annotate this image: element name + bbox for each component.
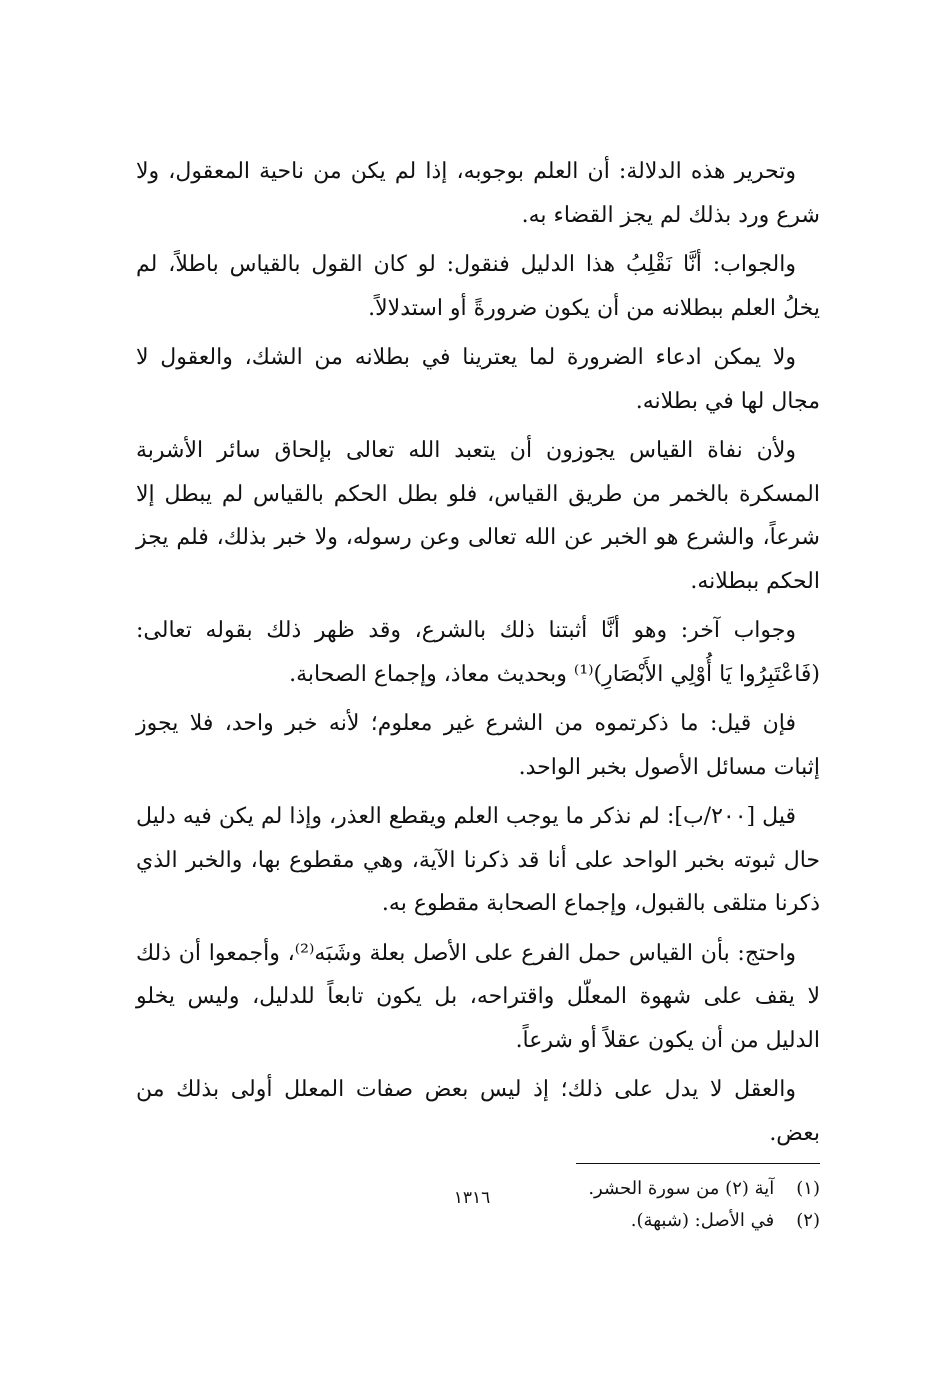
page-body [136, 150, 820, 1238]
paragraph-6: فإن قيل: ما ذكرتموه من الشرع غير معلوم؛ لأنه خبر واحد، فلا يجوز إثبات مسائل الأصول بخبر الواحد. [136, 711, 820, 780]
paragraph-5: وجواب آخر: وهو أنَّا أثبتنا ذلك بالشرع، وقد ظهر ذلك بقوله تعالى: (فَاعْتَبِرُوا يَا أُوْلِي الأَبْصَارِ)⁽¹⁾ وبحديث معاذ، وإجماع الصحابة. [136, 618, 820, 687]
page-number: ١٣١٦ [453, 1188, 491, 1208]
footnote-text: آية (٢) من سورة الحشر. [588, 1178, 775, 1199]
paragraph-7: قيل [٢٠٠/ب]: لم نذكر ما يوجب العلم ويقطع العذر، وإذا لم يكن فيه دليل حال ثبوته بخبر الواحد على أنا قد ذكرنا الآية، وهي مقطوع بها، والخبر الذي ذكرنا متلقى بالقبول، وإجماع الصحابة مقطوع به. [136, 804, 820, 916]
footnote-2 [136, 1206, 820, 1236]
paragraph-9: والعقل لا يدل على ذلك؛ إذ ليس بعض صفات المعلل أولى بذلك من بعض. [136, 1077, 820, 1146]
paragraph-1: وتحرير هذه الدلالة: أن العلم بوجوبه، إذا لم يكن من ناحية المعقول، ولا شرع ورد بذلك لم يجز القضاء به. [136, 159, 820, 228]
footnote-number: (١) [796, 1178, 820, 1199]
paragraph-3: ولا يمكن ادعاء الضرورة لما يعترينا في بطلانه من الشك، والعقول لا مجال لها في بطلانه. [136, 345, 820, 414]
paragraph-2: والجواب: أنَّا نَقْلِبُ هذا الدليل فنقول: لو كان القول بالقياس باطلاً، لم يخلُ العلم ببطلانه من أن يكون ضرورةً أو استدلالاً. [136, 252, 820, 321]
paragraph-8: واحتج: بأن القياس حمل الفرع على الأصل بعلة وشَبَه⁽²⁾، وأجمعوا أن ذلك لا يقف على شهوة المعلّل واقتراحه، بل يكون تابعاً للدليل، وليس يخلو الدليل من أن يكون عقلاً أو شرعاً. [136, 940, 820, 1053]
footnote-text: في الأصل: (شبهة). [630, 1210, 775, 1231]
paragraph-4: ولأن نفاة القياس يجوزون أن يتعبد الله تعالى بإلحاق سائر الأشربة المسكرة بالخمر من طريق القياس، فلو بطل الحكم بالقياس لم يبطل إلا شرعاً، والشرع هو الخبر عن الله تعالى وعن رسوله، ولا خبر بذلك، فلم يجز الحكم ببطلانه. [136, 438, 820, 594]
footnote-divider [576, 1163, 820, 1164]
footnote-number: (٢) [796, 1210, 820, 1231]
